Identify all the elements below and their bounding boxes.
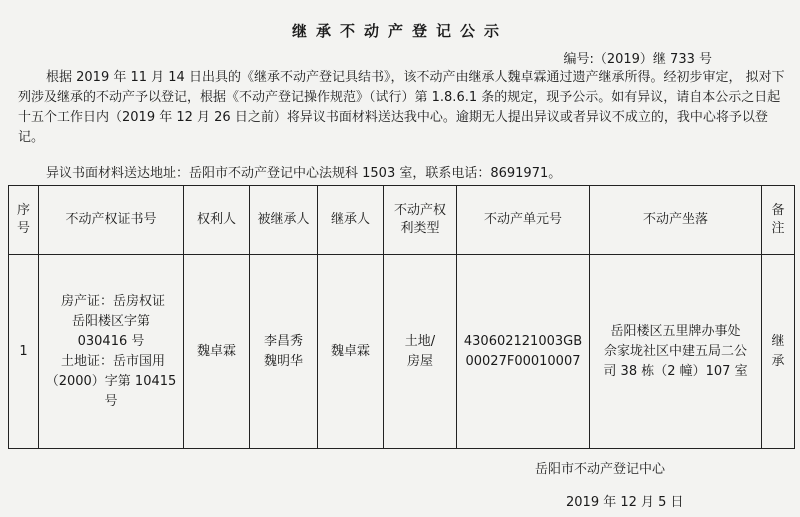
cert-house-line-1: 房产证：岳房权证 bbox=[60, 293, 165, 309]
notice-body bbox=[18, 68, 788, 148]
cell-heir: 魏卓霖 bbox=[318, 255, 384, 449]
header-right-type: 不动产权利类型 bbox=[384, 186, 457, 255]
header-no: 序号 bbox=[9, 186, 39, 255]
cert-house-line-2: 岳阳楼区字第 bbox=[71, 313, 150, 329]
signature-org: 岳阳市不动产登记中心 bbox=[535, 462, 666, 477]
cert-house-line-3: 030416 号 bbox=[77, 333, 145, 349]
cell-holder: 魏卓霖 bbox=[184, 255, 250, 449]
notice-title: 继承不动产登记公示 bbox=[291, 22, 508, 40]
document-number: 编号:（2019）继 733 号 bbox=[563, 52, 712, 67]
table-row bbox=[9, 255, 795, 449]
cert-land-line-3: 号 bbox=[104, 393, 118, 409]
header-location: 不动产坐落 bbox=[590, 186, 762, 255]
signature-date: 2019 年 12 月 5 日 bbox=[566, 495, 684, 510]
header-heir: 继承人 bbox=[318, 186, 384, 255]
header-decedent: 被继承人 bbox=[250, 186, 318, 255]
notice-paragraph: 根据 2019 年 11 月 14 日出具的《继承不动产登记具结书》，该不动产由继承人魏卓霖通过遗产继承所得。经初步审定， 拟对下列涉及继承的不动产予以登记，根据《不动产登记操作规范》（试行）第 1.8.6.1 条的规定，现予公示。如有异议，请自本公示之日起十五个工作日内（2019 年 12 月 26 日之前）将异议书面材料送达我中心。逾期无人提出异议或者异议不成立的，我中心将予以登记。 bbox=[18, 70, 785, 145]
registration-table bbox=[8, 185, 795, 449]
cell-unit-no bbox=[457, 255, 590, 449]
cell-decedent bbox=[250, 255, 318, 449]
cell-right-type bbox=[384, 255, 457, 449]
header-unit-no: 不动产单元号 bbox=[457, 186, 590, 255]
cell-no: 1 bbox=[9, 255, 39, 449]
unit-no-line-2: 00027F00010007 bbox=[465, 353, 581, 369]
cell-location bbox=[590, 255, 762, 449]
location-line-3: 司 38 栋（2 幢）107 室 bbox=[603, 363, 748, 379]
decedent-2: 魏明华 bbox=[263, 353, 303, 369]
right-type-line-1: 土地/ bbox=[404, 333, 436, 349]
cert-land-line-1: 土地证：岳市国用 bbox=[60, 353, 165, 369]
cert-land-line-2: （2000）字第 10415 bbox=[45, 373, 177, 389]
cell-remark: 继承 bbox=[762, 255, 795, 449]
header-holder: 权利人 bbox=[184, 186, 250, 255]
right-type-line-2: 房屋 bbox=[406, 353, 433, 369]
objection-address: 异议书面材料送达地址：岳阳市不动产登记中心法规科 1503 室，联系电话：8691971。 bbox=[46, 166, 562, 181]
cell-cert bbox=[39, 255, 184, 449]
header-cert: 不动产权证书号 bbox=[39, 186, 184, 255]
table-header-row bbox=[9, 186, 795, 255]
decedent-1: 李昌秀 bbox=[263, 333, 303, 349]
header-remark: 备注 bbox=[762, 186, 795, 255]
location-line-2: 佘家垅社区中建五局二公 bbox=[603, 343, 747, 359]
unit-no-line-1: 430602121003GB bbox=[463, 333, 583, 349]
location-line-1: 岳阳楼区五里牌办事处 bbox=[610, 323, 741, 339]
